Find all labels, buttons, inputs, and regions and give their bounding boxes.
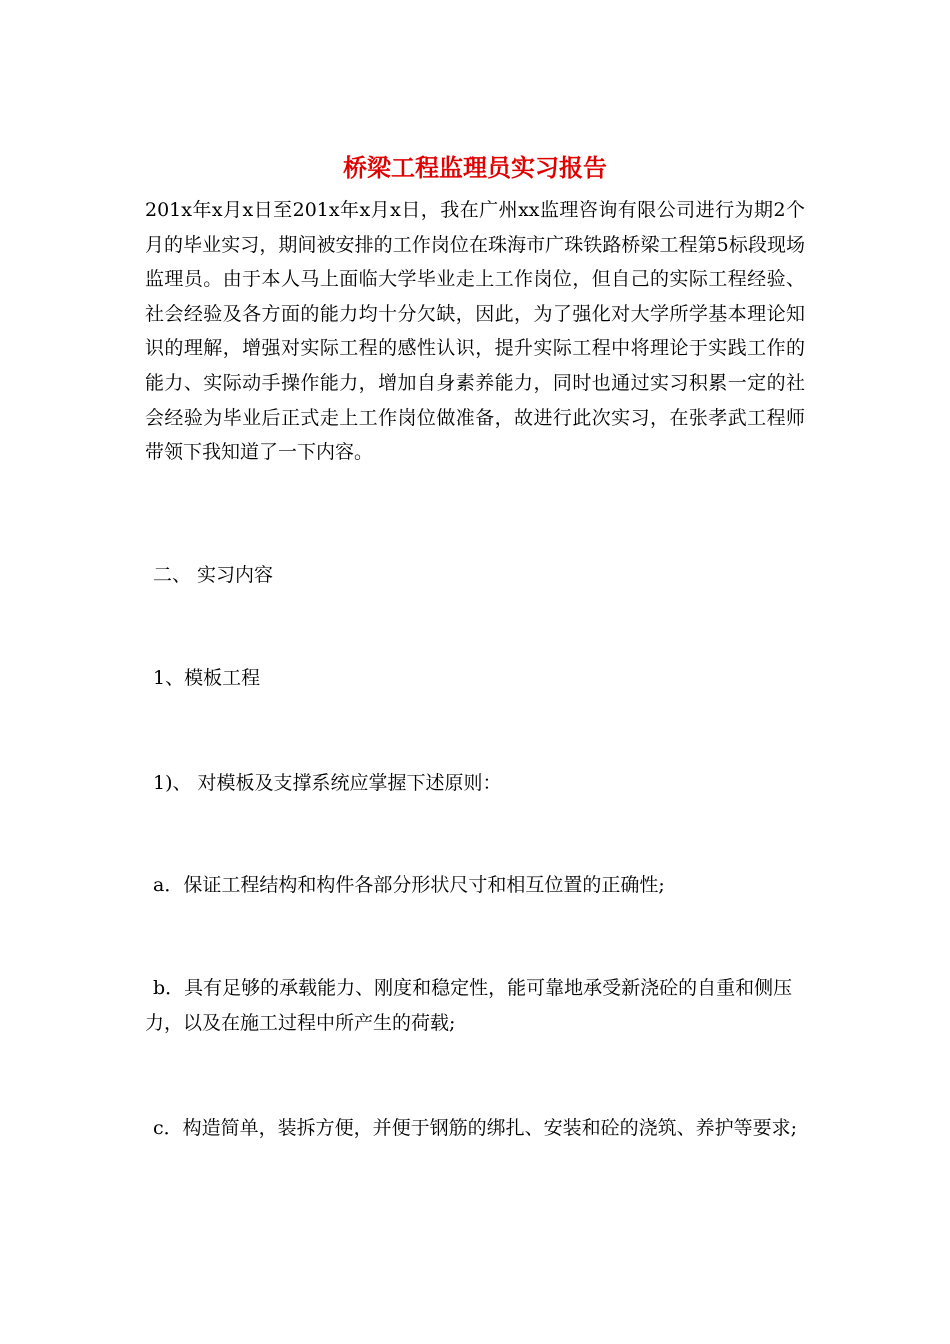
- section-heading: 二、 实习内容: [153, 564, 274, 586]
- point-c: c．构造简单，装拆方便，并便于钢筋的绑扎、安装和砼的浇筑、养护等要求;: [153, 1117, 798, 1139]
- point-a: a．保证工程结构和构件各部分形状尺寸和相互位置的正确性;: [153, 874, 665, 896]
- subsection-heading: 1、模板工程: [153, 667, 261, 689]
- document-title: 桥梁工程监理员实习报告: [343, 153, 607, 182]
- point-b: b．具有足够的承载能力、刚度和稳定性，能可靠地承受新浇砼的自重和侧压力，以及在施工过程中所产生的荷载;: [145, 977, 793, 1034]
- intro-paragraph: 201x年x月x日至201x年x月x日，我在广州xx监理咨询有限公司进行为期2个月的毕业实习，期间被安排的工作岗位在珠海市广珠铁路桥梁工程第5标段现场监理员。由于本人马上面临大学毕业走上工作岗位，但自己的实际工程经验、社会经验及各方面的能力均十分欠缺，因此，为了强化对大学所学基本理论知识的理解，增强对实际工程的感性认识，提升实际工程中将理论于实践工作的能力、实际动手操作能力，增加自身素养能力，同时也通过实习积累一定的社会经验为毕业后正式走上工作岗位做准备，故进行此次实习，在张孝武工程师带领下我知道了一下内容。: [145, 199, 805, 464]
- item-heading: 1)、 对模板及支撑系统应掌握下述原则：: [153, 772, 502, 794]
